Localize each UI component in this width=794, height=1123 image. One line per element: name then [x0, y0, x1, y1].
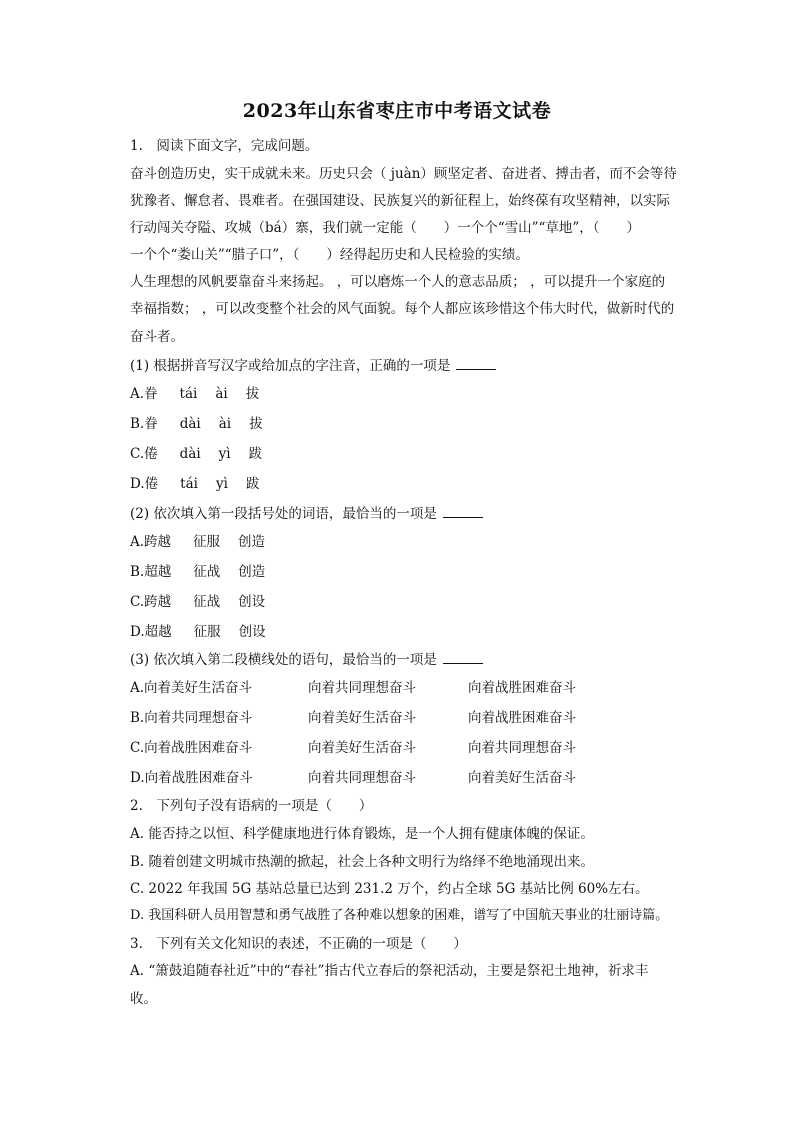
q1-passage-line-4: 一个个“娄山关”“腊子口”，（ ）经得起历史和人民检验的实绩。 — [130, 247, 529, 263]
q1-sub1-option-c: C.倦 dài yì 跋 — [130, 446, 263, 462]
q2-option-a: A. 能否持之以恒、科学健康地进行体育锻炼，是一个人拥有健康体魄的保证。 — [130, 826, 594, 842]
answer-blank — [443, 651, 483, 664]
q1-heading: 1. 阅读下面文字，完成问题。 — [130, 138, 319, 154]
q1-passage-line-1: 奋斗创造历史，实干成就未来。历史只会（ juàn）顾坚定者、奋进者、搏击者，而不会等待 — [130, 166, 677, 182]
q1-sub3-option-a: A.向着美好生活奋斗 向着共同理想奋斗 向着战胜困难奋斗 — [130, 680, 576, 696]
q3-option-a-cont: 收。 — [130, 991, 157, 1007]
q1-sub3-option-d: D.向着战胜困难奋斗 向着共同理想奋斗 向着美好生活奋斗 — [130, 770, 576, 786]
q1-sub2-question — [130, 505, 483, 523]
q1-sub2-option-a: A.跨越 征服 创造 — [130, 534, 266, 550]
q2-option-b: B. 随着创建文明城市热潮的掀起，社会上各种文明行为络绎不绝地涌现出来。 — [130, 854, 595, 870]
q1-sub2-option-c: C.跨越 征战 创设 — [130, 594, 266, 610]
q1-sub1-option-a: A.眷 tái ài 拔 — [130, 386, 260, 402]
q2-heading: 2. 下列句子没有语病的一项是（ ） — [130, 798, 373, 814]
answer-blank — [443, 505, 483, 518]
q1-sub1-question — [130, 357, 496, 375]
q1-sub3-option-b: B.向着共同理想奋斗 向着美好生活奋斗 向着战胜困难奋斗 — [130, 710, 576, 726]
q1-sub3-option-c: C.向着战胜困难奋斗 向着美好生活奋斗 向着共同理想奋斗 — [130, 740, 576, 756]
page-title: 2023年山东省枣庄市中考语文试卷 — [242, 100, 552, 122]
q1-passage-line-2: 犹豫者、懈怠者、畏难者。在强国建设、民族复兴的新征程上，始终葆有攻坚精神，以实际 — [130, 193, 670, 209]
q2-option-c: C. 2022 年我国 5G 基站总量已达到 231.2 万个，约占全球 5G 基站比例 60%左右。 — [130, 881, 649, 897]
q1-sub2-option-d: D.超越 征服 创设 — [130, 624, 266, 640]
q3-option-a: A. “箫鼓追随春社近”中的“春社”指古代立春后的祭祀活动，主要是祭祀土地神，祈求丰 — [130, 963, 649, 979]
q1-sub1-option-b: B.眷 dài ài 拔 — [130, 416, 263, 432]
q1-passage-line-3: 行动闯关夺隘、攻城（bá）寨，我们就一定能（ ）一个个“雪山”“草地”，（ ） — [130, 220, 641, 236]
q1-sub2-text: (2) 依次填入第一段括号处的词语，最恰当的一项是 — [130, 506, 437, 522]
q1-passage-line-7: 奋斗者。 — [130, 329, 184, 345]
q3-heading: 3. 下列有关文化知识的表述，不正确的一项是（ ） — [130, 936, 467, 952]
q1-passage-line-5: 人生理想的风帆要靠奋斗来扬起。 ，可以磨炼一个人的意志品质； ，可以提升一个家庭的 — [130, 274, 666, 290]
q1-passage-line-6: 幸福指数； ，可以改变整个社会的风气面貌。每个人都应该珍惜这个伟大时代，做新时代的 — [130, 301, 675, 317]
q1-sub3-question — [130, 651, 483, 669]
q1-sub3-text: (3) 依次填入第二段横线处的语句，最恰当的一项是 — [130, 652, 437, 668]
q2-option-d: D. 我国科研人员用智慧和勇气战胜了各种难以想象的困难，谱写了中国航天事业的壮丽诗篇。 — [130, 908, 669, 923]
q1-sub2-option-b: B.超越 征战 创造 — [130, 564, 266, 580]
q1-sub1-text: (1) 根据拼音写汉字或给加点的字注音，正确的一项是 — [130, 358, 451, 374]
q1-sub1-option-d: D.倦 tái yì 跋 — [130, 476, 260, 492]
answer-blank — [456, 357, 496, 370]
